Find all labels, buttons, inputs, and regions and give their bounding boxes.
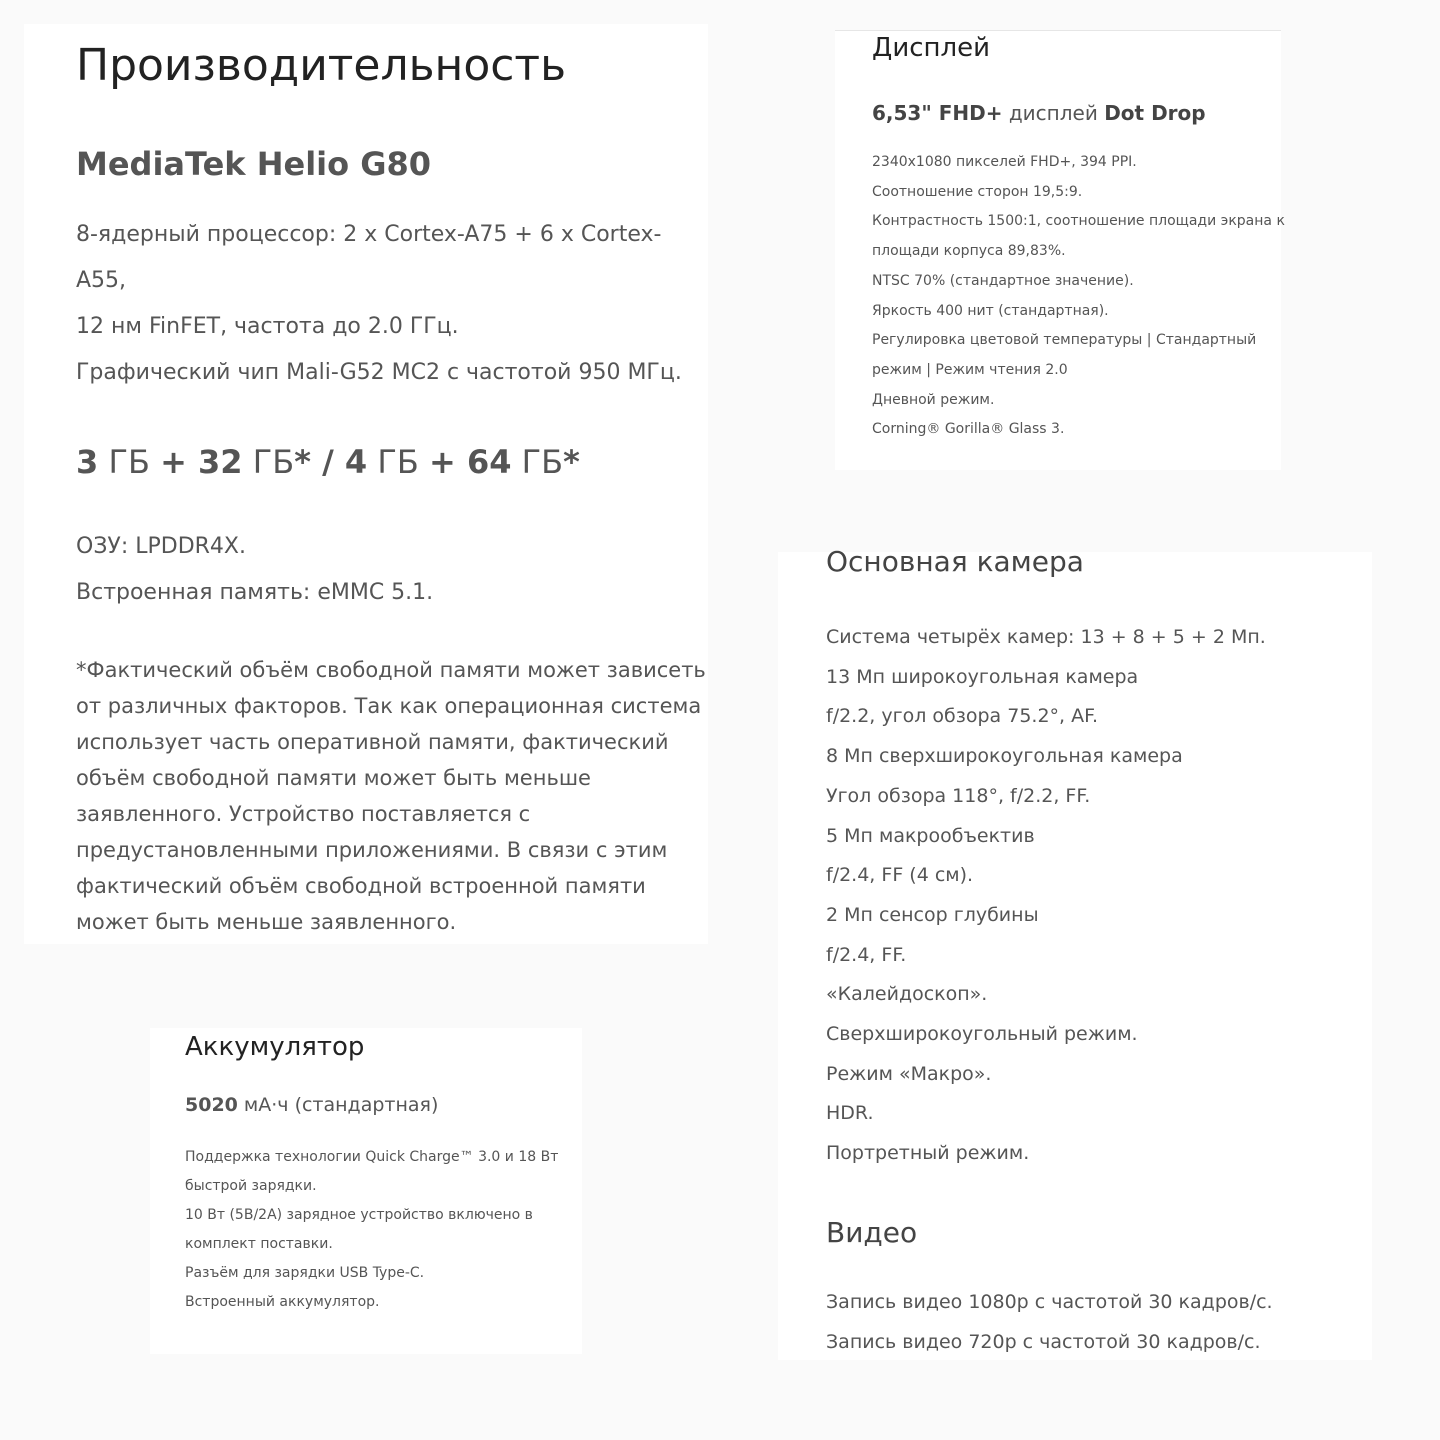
spec-line: Угол обзора 118°, f/2.2, FF. bbox=[826, 784, 1091, 807]
memory-footnote: *Фактический объём свободной памяти может зависеть от различных факторов. Так как операционная система использует часть оперативной памяти, фактический объём свободной памяти может быть меньше заявленного. Устройство поставляется с предустановленными приложениями. В связи с этим фактический объём свободной встроенной памяти может быть меньше заявленного. bbox=[76, 658, 706, 934]
cpu-specs bbox=[76, 212, 708, 396]
spec-line: 2340x1080 пикселей FHD+, 394 PPI. bbox=[872, 154, 1137, 170]
memory-part: ГБ bbox=[98, 443, 161, 481]
battery-capacity bbox=[185, 1093, 582, 1117]
memory-part: ГБ bbox=[367, 443, 429, 481]
spec-line: 10 Вт (5В/2А) зарядное устройство включено в комплект поставки. bbox=[185, 1207, 533, 1252]
spec-line: Регулировка цветовой температуры | Стандартный bbox=[872, 332, 1257, 349]
spec-line: Разъём для зарядки USB Type-C. bbox=[185, 1265, 425, 1281]
spec-line: режим | Режим чтения 2.0 bbox=[872, 361, 1068, 378]
spec-line: f/2.4, FF (4 см). bbox=[826, 864, 974, 887]
spec-line: Контрастность 1500:1, соотношение площади экрана к bbox=[872, 213, 1285, 230]
cpu-line: 8-ядерный процессор: 2 x Cortex-A75 + 6 x Cortex-A55, bbox=[76, 222, 662, 293]
spec-line: Поддержка технологии Quick Charge™ 3.0 и 18 Вт быстрой зарядки. bbox=[185, 1149, 559, 1194]
memory-specs bbox=[76, 524, 708, 616]
video-specs bbox=[826, 1283, 1372, 1362]
camera-specs bbox=[826, 618, 1372, 1174]
display-title: Дисплей bbox=[872, 33, 991, 63]
spec-line: Система четырёх камер: 13 + 8 + 5 + 2 Мп. bbox=[826, 626, 1266, 648]
memory-part: + 32 bbox=[160, 443, 243, 481]
memory-heading bbox=[76, 442, 708, 482]
capacity-unit: мА·ч (стандартная) bbox=[237, 1094, 439, 1116]
memory-part: ГБ bbox=[242, 443, 295, 481]
camera-card bbox=[778, 545, 1372, 1360]
performance-title: Производительность bbox=[76, 40, 566, 91]
spec-line: 8 Мп сверхширокоугольная камера bbox=[826, 745, 1183, 768]
spec-line: HDR. bbox=[826, 1102, 874, 1125]
memory-part: + 64 bbox=[428, 443, 512, 481]
memory-part: * bbox=[563, 443, 580, 481]
spec-line: 2 Мп сенсор глубины bbox=[826, 903, 1039, 926]
display-size: 6,53" FHD+ bbox=[872, 101, 1003, 125]
capacity-value: 5020 bbox=[185, 1094, 238, 1116]
spec-line: Портретный режим. bbox=[826, 1142, 1030, 1165]
spec-line: Запись видео 1080p с частотой 30 кадров/с. bbox=[826, 1290, 1273, 1313]
gpu-line: Графический чип Mali-G52 MC2 с частотой 950 МГц. bbox=[76, 360, 682, 385]
display-headline bbox=[872, 100, 1281, 126]
display-type: Dot Drop bbox=[1104, 101, 1206, 125]
memory-part: * / 4 bbox=[294, 443, 368, 481]
spec-line: f/2.4, FF. bbox=[826, 943, 907, 966]
spec-line: Corning® Gorilla® Glass 3. bbox=[872, 421, 1065, 438]
spec-line: Сверхширокоугольный режим. bbox=[826, 1023, 1138, 1046]
spec-line: Запись видео 720p с частотой 30 кадров/с. bbox=[826, 1330, 1261, 1353]
spec-line: 5 Мп макрообъектив bbox=[826, 824, 1035, 847]
memory-part: 3 bbox=[76, 443, 99, 481]
ram-line: ОЗУ: LPDDR4X. bbox=[76, 534, 246, 559]
spec-line: Дневной режим. bbox=[872, 391, 995, 408]
video-title: Видео bbox=[826, 1215, 918, 1249]
display-card bbox=[835, 30, 1285, 470]
spec-line: «Калейдоскоп». bbox=[826, 983, 988, 1006]
display-headline-text: дисплей bbox=[1002, 101, 1105, 125]
spec-line: 13 Мп широкоугольная камера bbox=[826, 665, 1139, 688]
performance-card bbox=[24, 24, 708, 944]
camera-title: Основная камера bbox=[826, 545, 1084, 578]
battery-title: Аккумулятор bbox=[185, 1032, 365, 1062]
spec-line: Соотношение сторон 19,5:9. bbox=[872, 183, 1083, 200]
cpu-line: 12 нм FinFET, частота до 2.0 ГГц. bbox=[76, 314, 459, 339]
spec-line: Режим «Макро». bbox=[826, 1062, 992, 1085]
spec-line: NTSC 70% (стандартное значение). bbox=[872, 272, 1134, 289]
spec-line: Встроенный аккумулятор. bbox=[185, 1294, 380, 1310]
chip-name: MediaTek Helio G80 bbox=[76, 145, 432, 183]
display-specs bbox=[872, 148, 1285, 445]
battery-specs bbox=[185, 1143, 565, 1317]
spec-line: Яркость 400 нит (стандартная). bbox=[872, 302, 1109, 319]
battery-card bbox=[150, 1028, 582, 1354]
memory-part: ГБ bbox=[511, 443, 564, 481]
spec-line: площади корпуса 89,83%. bbox=[872, 243, 1066, 260]
spec-line: f/2.2, угол обзора 75.2°, AF. bbox=[826, 705, 1099, 728]
storage-line: Встроенная память: eMMC 5.1. bbox=[76, 580, 434, 605]
